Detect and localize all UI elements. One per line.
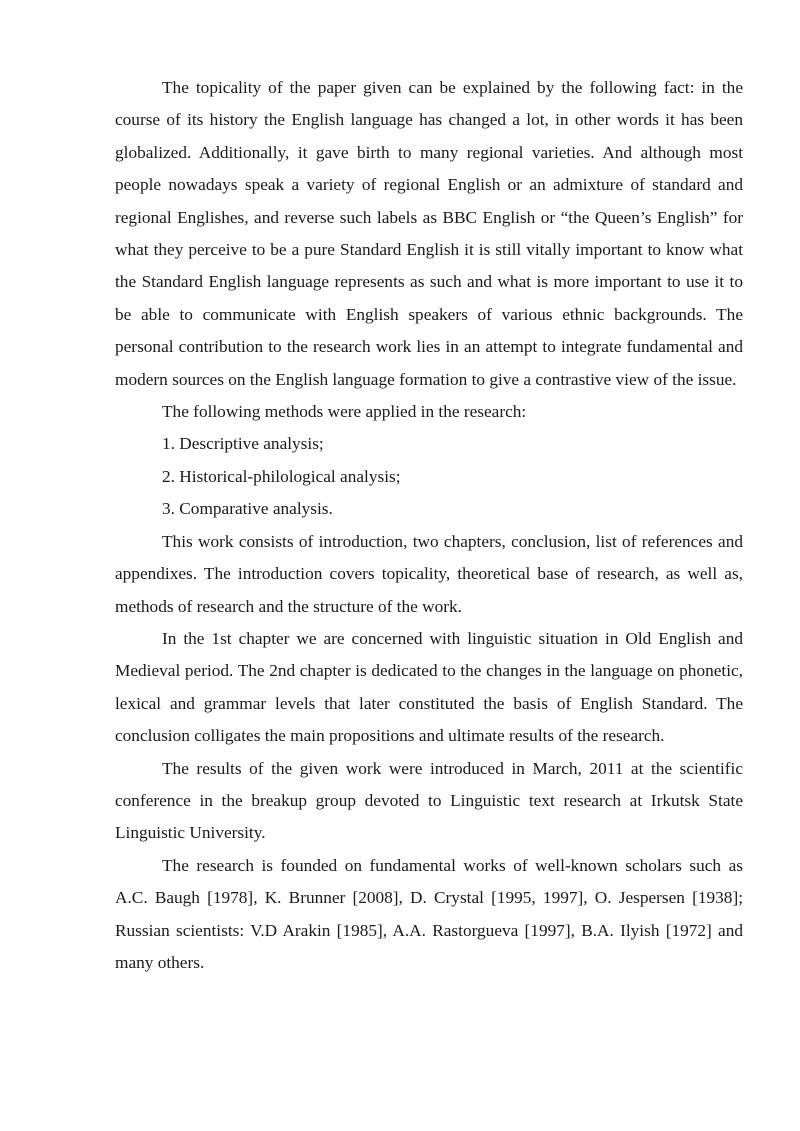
paragraph-results: The results of the given work were introduced in March, 2011 at the scientific conference in the breakup group devoted to Linguistic text research at Irkutsk State Linguistic University.: [115, 758, 743, 843]
paragraph-structure: This work consists of introduction, two chapters, conclusion, list of references and appendixes. The introduction covers topicality, theoretical base of research, as well as, methods of research and the structure of the work.: [115, 531, 743, 616]
paragraph-sources: The research is founded on fundamental works of well-known scholars such as A.C. Baugh [1978], K. Brunner [2008], D. Crystal [1995, 1997], O. Jespersen [1938]; Russian scientists: V.D Arakin [1985], A.A. Rastorgueva [1997], B.A. Ilyish [1972] and many others.: [115, 855, 743, 972]
document-page: [115, 72, 743, 979]
paragraph-topicality: The topicality of the paper given can be explained by the following fact: in the course of its history the English language has changed a lot, in other words it has been globalized. Additionally, it gave birth to many regional varieties. And although most people nowadays speak a variety of regional English or an admixture of standard and regional Englishes, and reverse such labels as BBC English or “the Queen’s English” for what they perceive to be a pure Standard English it is still vitally important to know what the Standard English language represents as such and what is more important to use it to be able to communicate with English speakers of various ethnic backgrounds. The personal contribution to the research work lies in an attempt to integrate fundamental and modern sources on the English language formation to give a contrastive view of the issue.: [115, 78, 743, 389]
paragraph-methods-intro: The following methods were applied in the research:: [162, 402, 527, 422]
list-item: 3. Comparative analysis.: [162, 499, 333, 519]
methods-list: [115, 428, 743, 525]
paragraph-chapters: In the 1st chapter we are concerned with linguistic situation in Old English and Medieval period. The 2nd chapter is dedicated to the changes in the language on phonetic, lexical and grammar levels that later constituted the basis of English Standard. The conclusion colligates the main propositions and ultimate results of the research.: [115, 628, 743, 746]
list-item: 2. Historical-philological analysis;: [162, 466, 401, 486]
list-item: 1. Descriptive analysis;: [162, 434, 324, 454]
